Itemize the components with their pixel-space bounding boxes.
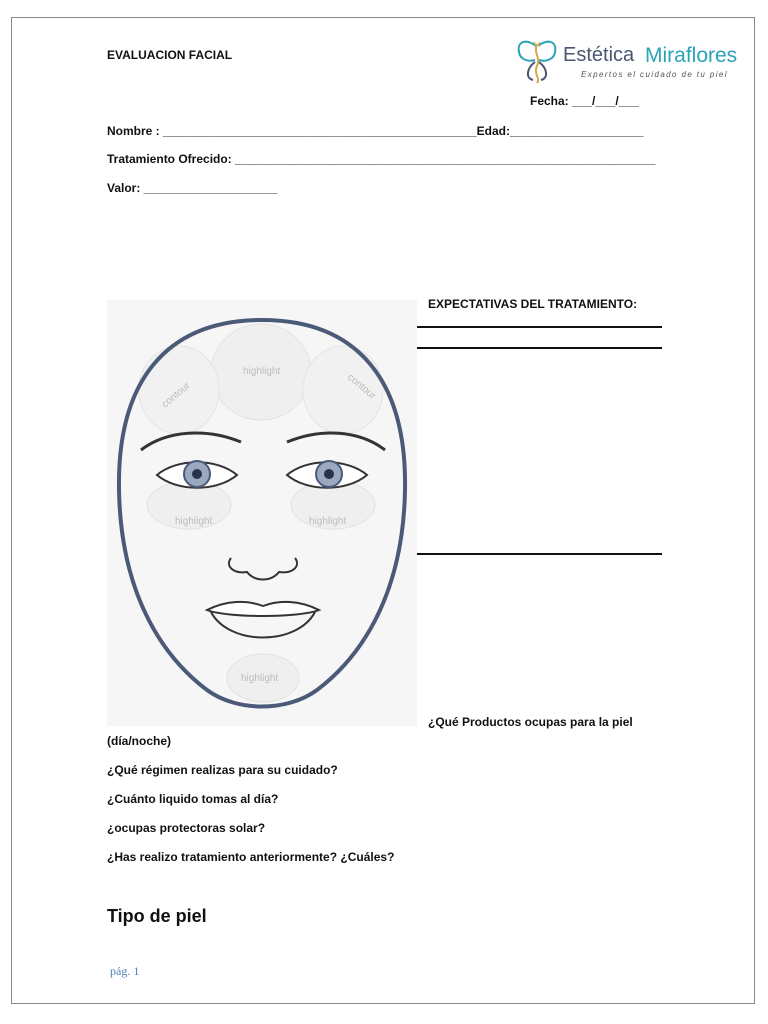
question-previous-treatment: ¿Has realizo tratamiento anteriormente? ¿Cuáles? xyxy=(107,850,395,864)
answer-line[interactable] xyxy=(417,553,662,555)
document-page xyxy=(11,17,755,1004)
page-number: pág. 1 xyxy=(110,964,140,978)
butterfly-icon xyxy=(515,38,559,84)
question-products-cont: (día/noche) xyxy=(107,734,172,748)
brand-name-part2: Miraflores xyxy=(645,44,738,67)
zone-label-forehead: highlight xyxy=(243,366,281,377)
zone-label-cheek-right: highlight xyxy=(309,516,347,527)
answer-line[interactable] xyxy=(417,326,662,328)
name-age-field[interactable]: Nombre : _______________________________________________Edad:____________________ xyxy=(107,124,644,138)
brand-name-part1: Estética xyxy=(563,44,635,66)
brand-tagline: Expertos el cuidado de tu piel xyxy=(581,70,728,79)
zone-label-temple-left: contour xyxy=(159,380,193,411)
value-field[interactable]: Valor: ____________________ xyxy=(107,181,278,195)
zone-label-temple-right: contour xyxy=(345,371,378,402)
zone-label-chin: highlight xyxy=(241,673,279,684)
date-field[interactable]: Fecha: ___/___/___ xyxy=(530,94,639,108)
face-chart xyxy=(107,300,417,726)
question-products: ¿Qué Productos ocupas para la piel xyxy=(428,715,633,729)
section-title-skin-type: Tipo de piel xyxy=(107,906,207,926)
zone-label-cheek-left: highlight xyxy=(175,516,213,527)
question-regimen: ¿Qué régimen realizas para su cuidado? xyxy=(107,763,338,777)
question-liquid: ¿Cuánto liquido tomas al día? xyxy=(107,792,279,806)
face-diagram xyxy=(107,300,417,726)
expectations-title: EXPECTATIVAS DEL TRATAMIENTO: xyxy=(428,297,638,311)
treatment-field[interactable]: Tratamiento Ofrecido: _______________________________________________________________ xyxy=(107,152,656,166)
question-sunscreen: ¿ocupas protectoras solar? xyxy=(107,821,266,835)
answer-line[interactable] xyxy=(417,347,662,349)
document-title: EVALUACION FACIAL xyxy=(107,48,233,62)
brand-logo xyxy=(515,38,745,88)
